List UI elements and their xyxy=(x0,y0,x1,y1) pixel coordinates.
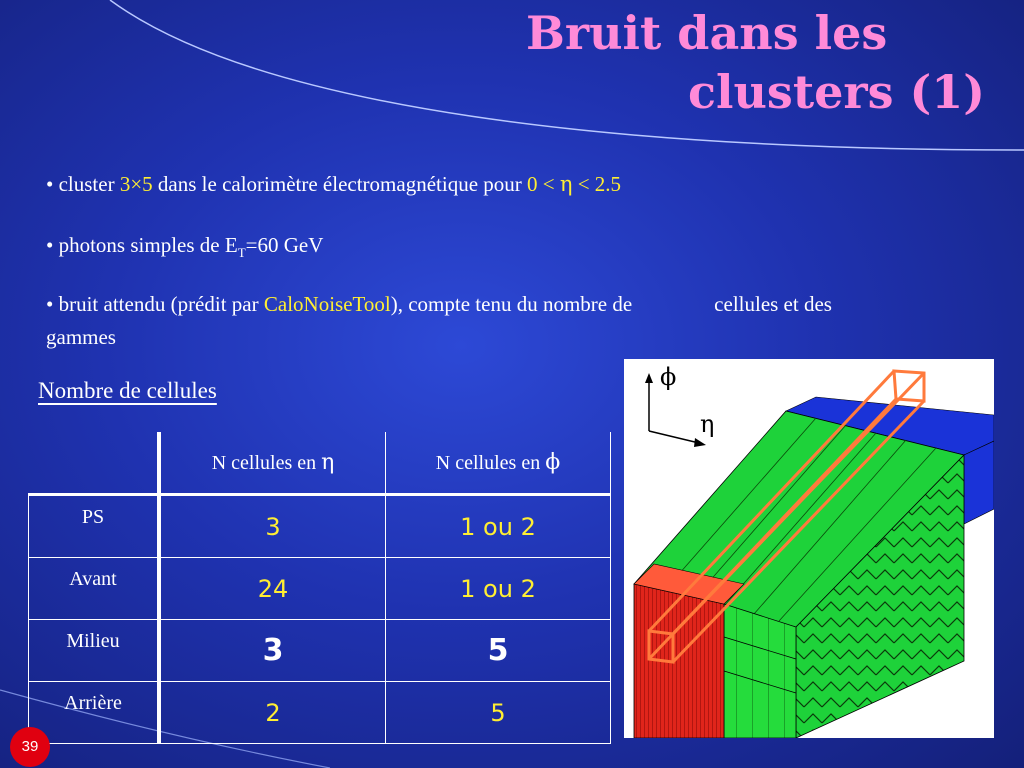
header-phi-symbol: ϕ xyxy=(545,450,561,475)
presampler-block xyxy=(634,584,724,738)
phi-count: 1 ou 2 xyxy=(386,558,611,620)
bullet-1-mid: dans le calorimètre électromagnétique pour xyxy=(152,172,528,196)
header-eta xyxy=(159,432,386,495)
row-label: Avant xyxy=(29,558,160,620)
section-heading: Nombre de cellules xyxy=(38,378,217,403)
bullet-3-prefix: • bruit attendu (prédit par xyxy=(46,292,264,316)
eta-axis-label: η xyxy=(700,410,715,438)
table-row xyxy=(29,620,611,682)
cluster-size: 3×5 xyxy=(119,172,153,196)
table-row xyxy=(29,682,611,744)
table-row xyxy=(29,558,611,620)
eta-count: 3 xyxy=(159,620,386,682)
table-row xyxy=(29,495,611,558)
header-eta-symbol: η xyxy=(321,450,335,475)
eta-symbol: η xyxy=(559,172,573,196)
table-corner-cell xyxy=(29,432,160,495)
header-eta-text: N cellules en xyxy=(211,452,322,474)
phi-axis-label: ϕ xyxy=(660,363,677,391)
header-phi xyxy=(386,432,611,495)
eta-count: 2 xyxy=(159,682,386,744)
axes-indicator xyxy=(645,363,714,447)
bullet-cluster xyxy=(46,168,1014,201)
eta-count: 3 xyxy=(159,495,386,558)
calorimeter-figure xyxy=(624,359,994,738)
bullet-2-suffix: =60 GeV xyxy=(245,233,324,257)
bullet-2-subscript: T xyxy=(237,245,246,261)
header-phi-text: N cellules en xyxy=(435,452,546,474)
phi-count: 5 xyxy=(386,682,611,744)
row-label: PS xyxy=(29,495,160,558)
bullet-3-line2: gammes xyxy=(46,324,116,349)
title-line-1: Bruit dans les xyxy=(526,6,888,60)
table-header-row xyxy=(29,432,611,495)
bullet-noise xyxy=(46,288,1014,353)
cell-count-table xyxy=(28,432,611,744)
bullet-3-mid: ), compte tenu du nombre de xyxy=(390,292,633,316)
eta-count: 24 xyxy=(159,558,386,620)
front-face xyxy=(724,604,796,738)
eta-range-start: 0 < xyxy=(527,172,560,196)
bullet-3-tail: cellules et des xyxy=(714,292,832,316)
title-line-2: clusters (1) xyxy=(688,64,986,119)
eta-range-end: < 2.5 xyxy=(572,172,622,196)
phi-count: 1 ou 2 xyxy=(386,495,611,558)
slide-number-badge: 39 xyxy=(10,727,50,767)
bullet-1-prefix: • cluster xyxy=(46,172,120,196)
calo-noise-tool: CaloNoiseTool xyxy=(263,292,391,316)
phi-count: 5 xyxy=(386,620,611,682)
slide-title xyxy=(520,4,1000,122)
bullet-2-prefix: • photons simples de E xyxy=(46,233,238,257)
bullet-photons xyxy=(46,229,1014,263)
row-label: Milieu xyxy=(29,620,160,682)
calorimeter-drawing xyxy=(624,359,994,738)
row-label: Arrière xyxy=(29,682,160,744)
